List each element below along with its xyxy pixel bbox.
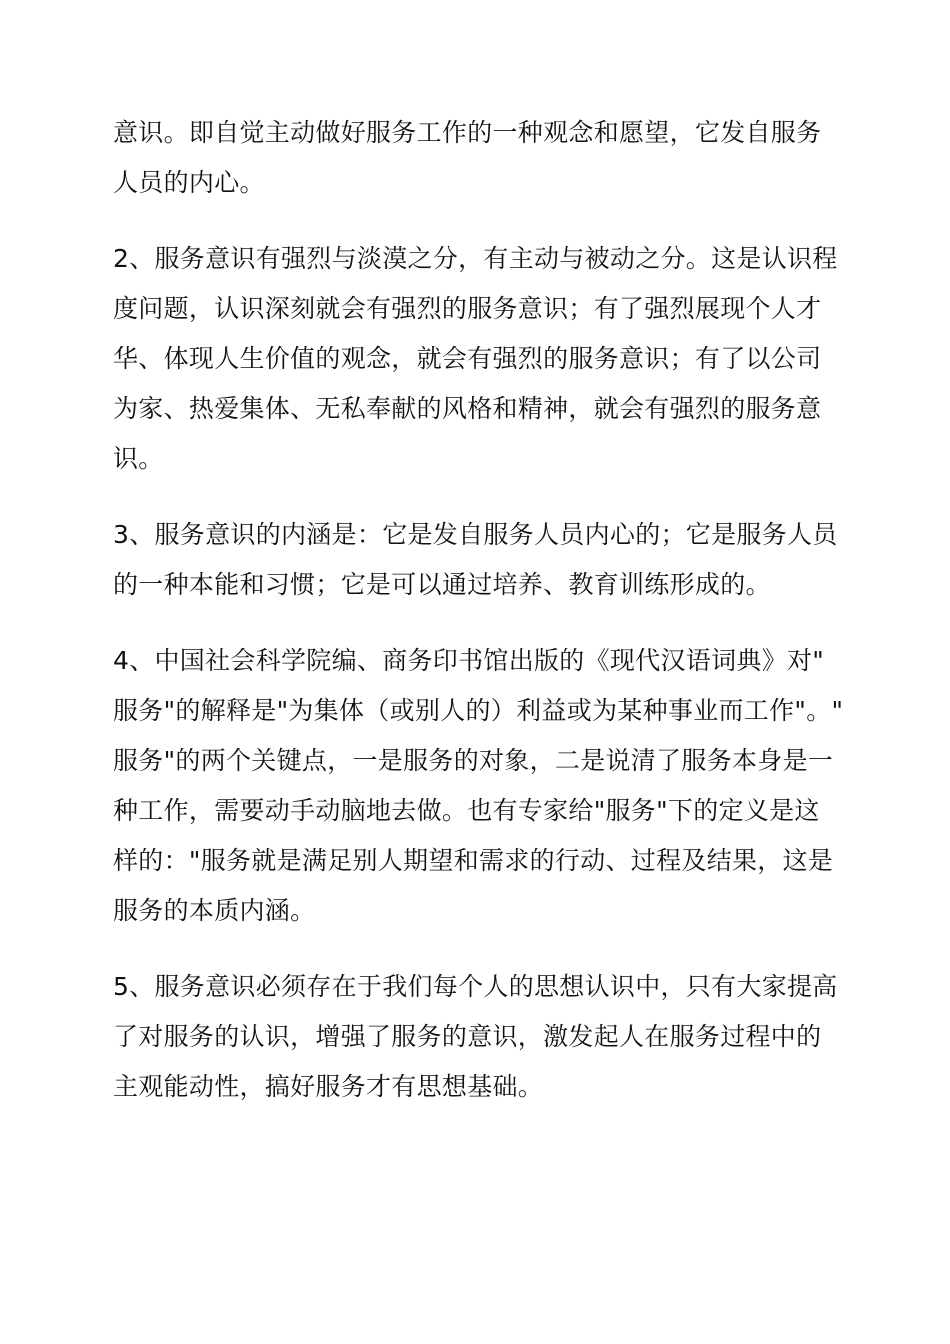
- text-line: 5、服务意识必须存在于我们每个人的思想认识中，只有大家提高: [113, 972, 838, 1001]
- paragraph-3: [113, 510, 839, 610]
- text-line: 意识。即自觉主动做好服务工作的一种观念和愿望，它发自服务: [113, 118, 822, 147]
- text-line: 服务"的解释是"为集体（或别人的）利益或为某种事业而工作"。": [113, 696, 844, 725]
- text-line: 4、中国社会科学院编、商务印书馆出版的《现代汉语词典》对": [113, 646, 825, 675]
- text-line: 服务的本质内涵。: [113, 896, 316, 925]
- text-line: 的一种本能和习惯；它是可以通过培养、教育训练形成的。: [113, 570, 771, 599]
- text-line: 主观能动性，搞好服务才有思想基础。: [113, 1072, 544, 1101]
- text-line: 人员的内心。: [113, 168, 265, 197]
- text-line: 了对服务的认识，增强了服务的意识，激发起人在服务过程中的: [113, 1022, 822, 1051]
- text-line: 样的："服务就是满足别人期望和需求的行动、过程及结果，这是: [113, 846, 834, 875]
- paragraph-2: [113, 234, 839, 484]
- paragraph-4: [113, 636, 844, 936]
- paragraph-1: [113, 108, 839, 208]
- text-line: 种工作，需要动手动脑地去做。也有专家给"服务"下的定义是这: [113, 796, 820, 825]
- text-line: 华、体现人生价值的观念，就会有强烈的服务意识；有了以公司: [113, 344, 822, 373]
- text-line: 度问题，认识深刻就会有强烈的服务意识；有了强烈展现个人才: [113, 294, 822, 323]
- text-line: 3、服务意识的内涵是：它是发自服务人员内心的；它是服务人员: [113, 520, 838, 549]
- text-line: 识。: [113, 444, 164, 473]
- text-line: 2、服务意识有强烈与淡漠之分，有主动与被动之分。这是认识程: [113, 244, 838, 273]
- document-body: [113, 108, 844, 1112]
- text-line: 服务"的两个关键点，一是服务的对象，二是说清了服务本身是一: [113, 746, 834, 775]
- text-line: 为家、热爱集体、无私奉献的风格和精神，就会有强烈的服务意: [113, 394, 822, 423]
- paragraph-5: [113, 962, 839, 1112]
